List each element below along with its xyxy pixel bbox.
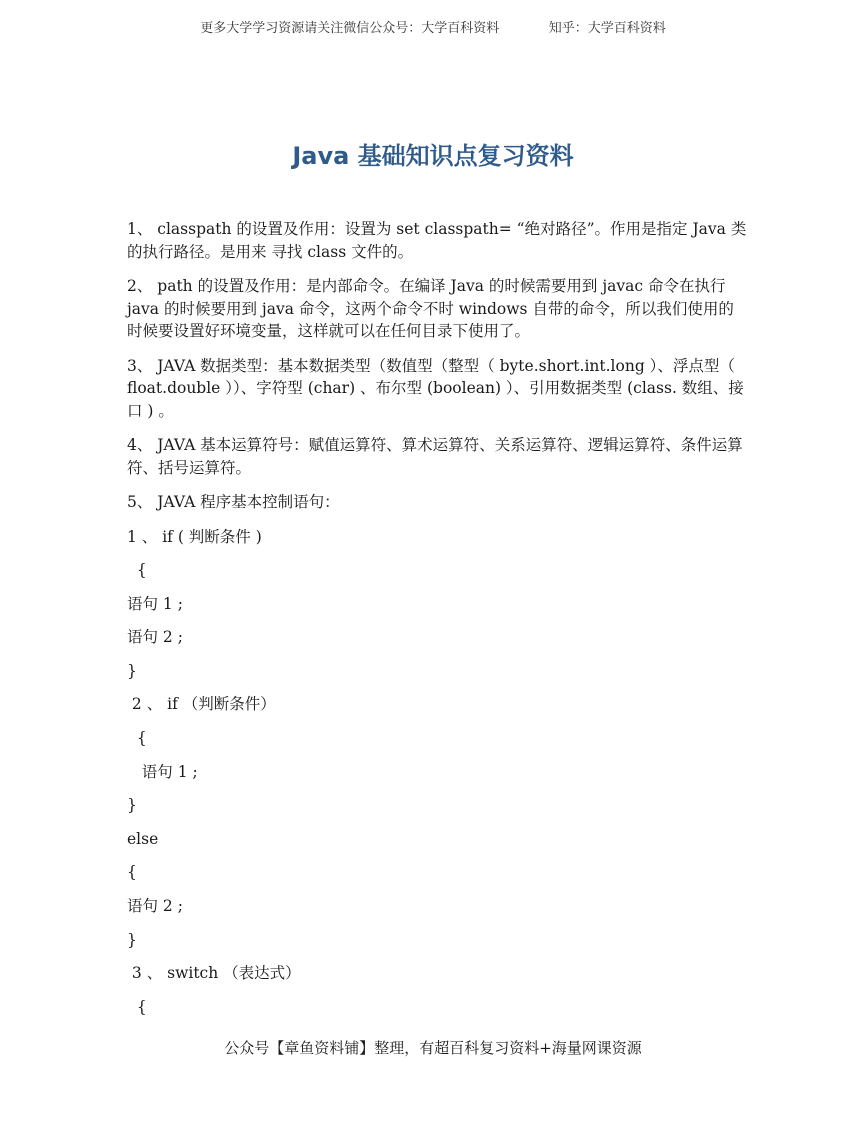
page-footer-note: 公众号【章鱼资料铺】整理，有超百科复习资料+海量网课资源 (224, 1039, 642, 1057)
paragraph-control-statements: 5、 JAVA 程序基本控制语句： (127, 493, 340, 511)
document-body (127, 218, 747, 1029)
paragraph-data-types: 3、 JAVA 数据类型：基本数据类型（数值型（整型（ byte.short.int.long ）、浮点型（ float.double ））、字符型 (char) 、布尔型 (boolean) ）、引用数据类型 (class. 数组、接口 ) 。 (127, 356, 744, 420)
code-line: 1 、 if ( 判断条件 ) (127, 527, 262, 546)
code-line: } (127, 661, 137, 680)
document-title: Java 基础知识点复习资料 (292, 142, 574, 170)
header-wechat-text: 更多大学学习资源请关注微信公众号：大学百科资料 (200, 21, 500, 36)
code-line: 语句 1 ; (127, 762, 198, 781)
paragraph-classpath: 1、 classpath 的设置及作用：设置为 set classpath= “绝对路径”。作用是指定 Java 类的执行路径。是用来 寻找 class 文件的。 (127, 220, 747, 261)
code-line: 语句 2 ; (127, 897, 183, 916)
code-line: else (127, 829, 159, 848)
code-line: 语句 2 ; (127, 628, 183, 647)
code-line: } (127, 796, 137, 815)
code-line: { (127, 729, 147, 748)
code-line: } (127, 930, 137, 949)
code-line: { (127, 863, 137, 882)
code-line: 语句 1 ; (127, 594, 183, 613)
code-line: { (127, 561, 147, 580)
code-line: 3 、 switch （表达式） (127, 964, 301, 983)
paragraph-path: 2、 path 的设置及作用：是内部命令。在编译 Java 的时候需要用到 javac 命令在执行 java 的时候要用到 java 命令，这两个命令不时 windows 自带的命令，所以我们使用的时候要设置好环境变量，这样就可以在任何目录下使用了。 (127, 277, 734, 340)
code-line: { (127, 997, 147, 1016)
code-line: 2 、 if （判断条件） (127, 695, 276, 714)
page-header-note (0, 17, 866, 36)
header-zhihu-text: 知乎：大学百科资料 (548, 21, 666, 36)
paragraph-operators: 4、 JAVA 基本运算符号：赋值运算符、算术运算符、关系运算符、逻辑运算符、条件运算符、括号运算符。 (127, 436, 743, 477)
code-block (127, 526, 747, 1030)
